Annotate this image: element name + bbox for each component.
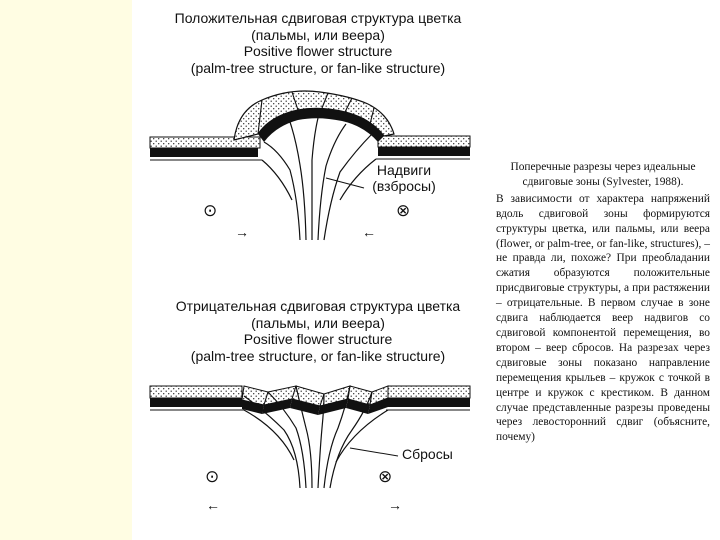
title-line: Positive flower structure: [243, 331, 393, 347]
title-line: (пальмы, или веера): [251, 314, 385, 331]
arrow-right-icon: →: [235, 224, 249, 240]
normal-faults-label: Сбросы: [402, 446, 453, 462]
dot-in-circle-icon: ⊙: [203, 201, 218, 220]
black-layer-right: [378, 147, 470, 156]
figure-caption: [496, 160, 710, 445]
negative-structure-title: [148, 298, 488, 364]
cross-in-circle-icon: ⊗: [396, 201, 411, 220]
positive-structure-title: [148, 10, 488, 76]
black-layer-right-bottom: [388, 398, 470, 407]
thrust-faults-label: [364, 162, 444, 194]
dot-in-circle-icon: ⊙: [205, 467, 220, 486]
caption-title: Поперечные разрезы через идеальные сдвиговые зоны (Sylvester, 1988).: [510, 161, 696, 188]
dotted-layer-left-bottom: [150, 386, 242, 398]
black-layer-left-bottom: [150, 398, 242, 407]
thrust-label-line: (взбросы): [372, 178, 436, 194]
title-line: (palm-tree structure, or fan-like structure): [190, 347, 446, 364]
title-line: (пальмы, или веера): [251, 26, 385, 43]
arrow-left-icon: ←: [206, 497, 220, 513]
thrust-fan-lines: [262, 118, 376, 240]
dotted-layer-right: [378, 136, 470, 147]
arrow-right-icon: →: [388, 497, 402, 513]
dotted-layer-left: [150, 137, 260, 148]
title-line: (palm-tree structure, or fan-like structure): [190, 59, 446, 76]
title-line: Положительная сдвиговая структура цветка: [174, 10, 462, 26]
arrow-left-icon: ←: [362, 224, 376, 240]
title-line: Отрицательная сдвиговая структура цветка: [175, 298, 461, 314]
normal-fault-label-leader: [350, 448, 398, 456]
caption-body: В зависимости от характера напряжений вдоль сдвиговой зоны формируются структуры цветка, или пальмы, или веера (flower, or palm-tree, or fan-like, structures), – не правда ли, похоже? При преобладании сжатия образуются положительные присдвиговые структуры, а при растяжении – отрицательные. В первом случае в зоне сдвига наблюдается веер надвигов со сдвиговой компонентой перемещения, во втором – веер сбросов. На разрезах через сдвиговые зоны показано направление перемещения крыльев – кружок с точкой в центре и кружок с крестиком. В данном случае представленные разрезы проведены через левосторонний сдвиг (объясните, почему): [496, 192, 710, 444]
thrust-label-leader: [326, 178, 364, 188]
title-line: Positive flower structure: [243, 43, 393, 59]
thrust-label-line: Надвиги: [376, 162, 432, 178]
dotted-layer-right-bottom: [388, 386, 470, 398]
black-layer-left: [150, 148, 258, 157]
cross-in-circle-icon: ⊗: [378, 467, 393, 486]
negative-flower-structure: [150, 386, 470, 488]
